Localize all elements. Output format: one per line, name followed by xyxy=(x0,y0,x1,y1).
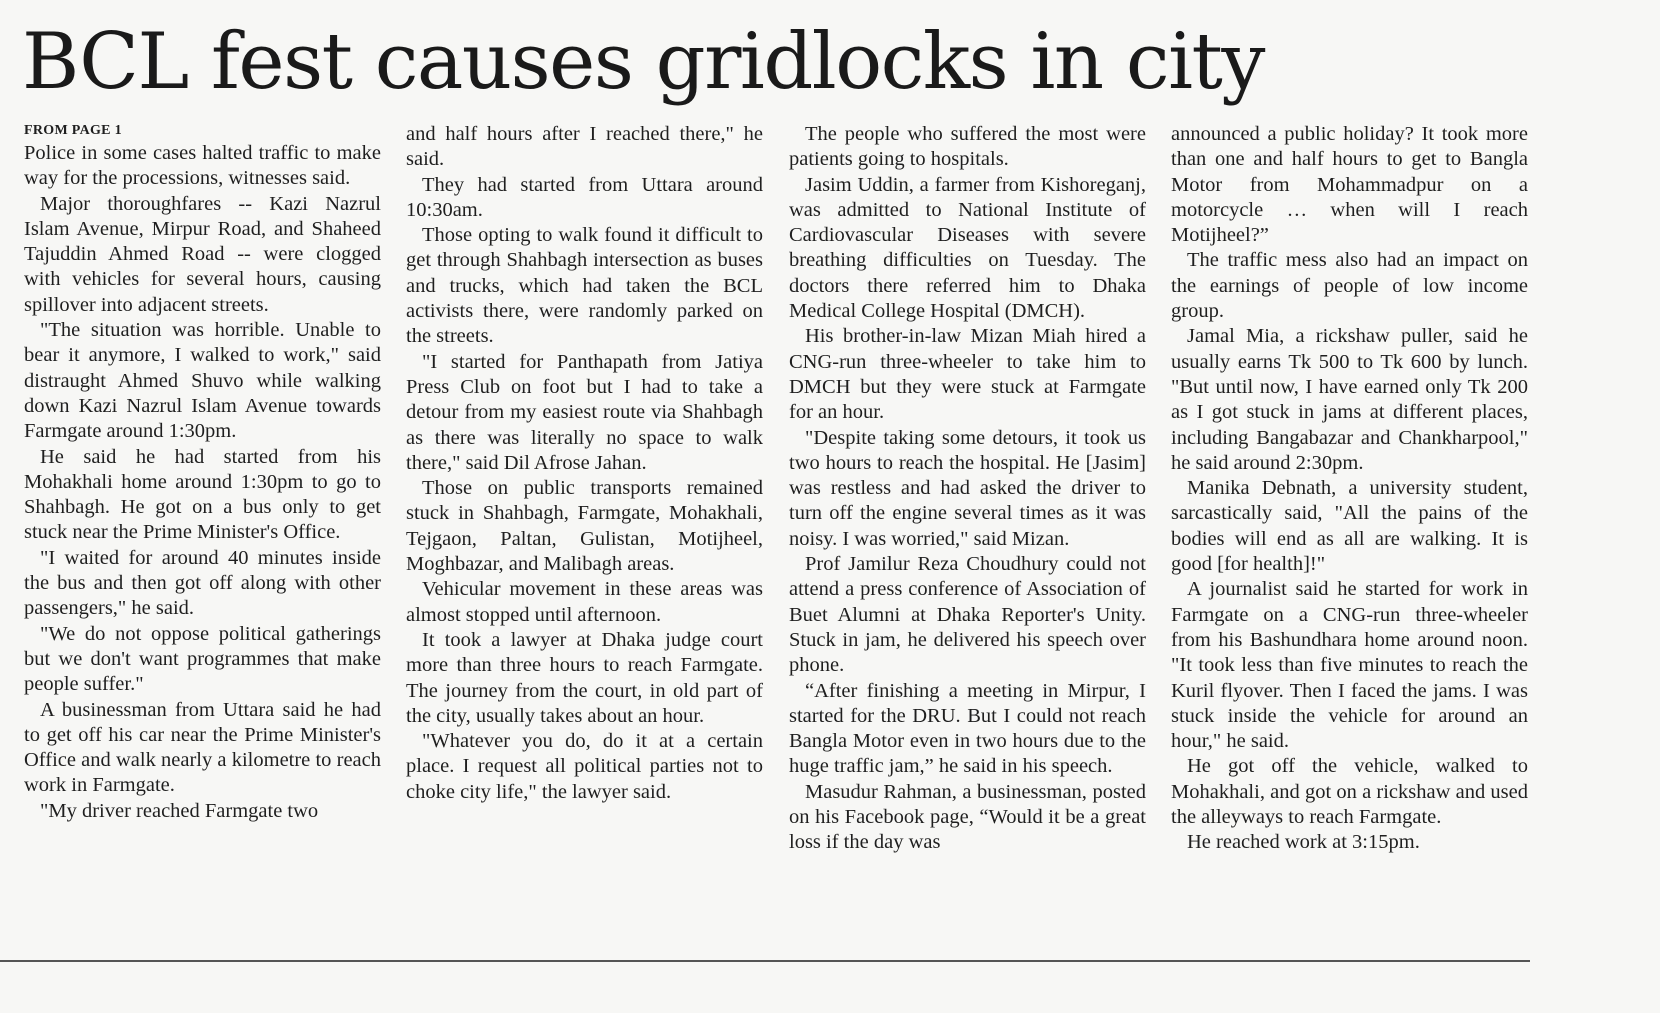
paragraph: Major thoroughfares -- Kazi Nazrul Islam Avenue, Mirpur Road, and Shaheed Tajuddin Ahmed Road -- were clogged with vehicles for several hours, causing spillover into adjacent streets. xyxy=(24,192,381,316)
paragraph: "Whatever you do, do it at a certain place. I request all political parties not to choke city life," the lawyer said. xyxy=(406,730,763,803)
paragraph: Those opting to walk found it difficult to get through Shahbagh intersection as buses and trucks, which had taken the BCL activists there, were randomly parked on the streets. xyxy=(406,224,763,348)
paragraph: Manika Debnath, a university student, sarcastically said, "All the pains of the bodies will end as all are walking. It is good [for health]!" xyxy=(1171,477,1528,576)
paragraph: “After finishing a meeting in Mirpur, I started for the DRU. But I could not reach Bangla Motor even in two hours due to the huge traffic jam,” he said in his speech. xyxy=(789,679,1146,778)
paragraph: The people who suffered the most were patients going to hospitals. xyxy=(789,123,1146,171)
paragraph: A journalist said he started for work in Farmgate on a CNG-run three-wheeler from his Bashundhara home around noon. "It took less than five minutes to reach the Kuril flyover. Then I faced the jams. I was stuck inside the vehicle for around an hour," he said. xyxy=(1171,578,1528,753)
paragraph: Police in some cases halted traffic to make way for the processions, witnesses said. xyxy=(24,142,381,190)
paragraph: "The situation was horrible. Unable to bear it anymore, I walked to work," said distraught Ahmed Shuvo while walking down Kazi Nazrul Islam Avenue towards Farmgate around 1:30pm. xyxy=(24,319,381,443)
paragraph: Prof Jamilur Reza Choudhury could not attend a press conference of Association of Buet Alumni at Dhaka Reporter's Unity. Stuck in jam, he delivered his speech over phone. xyxy=(789,553,1146,677)
article-column-4 xyxy=(1171,122,1528,856)
paragraph: Those on public transports remained stuck in Shahbagh, Farmgate, Mohakhali, Tejgaon, Paltan, Gulistan, Motijheel, Moghbazar, and Malibagh areas. xyxy=(406,477,763,576)
paragraph: Jamal Mia, a rickshaw puller, said he usually earns Tk 500 to Tk 600 by lunch. "But until now, I have earned only Tk 200 as I got stuck in jams at different places, including Bangabazar and Chankharpool," he said around 2:30pm. xyxy=(1171,325,1528,474)
paragraph: A businessman from Uttara said he had to get off his car near the Prime Minister's Office and walk nearly a kilometre to reach work in Farmgate. xyxy=(24,698,381,797)
continuation-kicker: FROM PAGE 1 xyxy=(24,123,122,138)
paragraph: "My driver reached Farmgate two xyxy=(40,799,319,822)
paragraph: He said he had started from his Mohakhali home around 1:30pm to go to Shahbagh. He got on a bus only to get stuck near the Prime Minister's Office. xyxy=(24,445,381,544)
paragraph: The traffic mess also had an impact on the earnings of people of low income group. xyxy=(1171,249,1528,323)
paragraph-continued: announced a public holiday? It took more than one and half hours to get to Bangla Motor from Mohammadpur on a motorcycle … when will I reach Motijheel?” xyxy=(1171,123,1528,247)
paragraph: He got off the vehicle, walked to Mohakhali, and got on a rickshaw and used the alleyways to reach Farmgate. xyxy=(1171,755,1528,829)
paragraph: His brother-in-law Mizan Miah hired a CNG-run three-wheeler to take him to DMCH but they were stuck at Farmgate for an hour. xyxy=(789,325,1146,424)
article-column-1 xyxy=(24,122,381,824)
paragraph: Vehicular movement in these areas was almost stopped until afternoon. xyxy=(406,578,763,626)
paragraph: They had started from Uttara around 10:30am. xyxy=(406,173,763,221)
paragraph: "I waited for around 40 minutes inside the bus and then got off along with other passengers," he said. xyxy=(24,546,381,620)
paragraph-continued: and half hours after I reached there," he said. xyxy=(406,123,763,171)
paragraph: "We do not oppose political gatherings but we don't want programmes that make people suffer." xyxy=(24,622,381,696)
headline: BCL fest causes gridlocks in city xyxy=(22,17,1264,107)
paragraph: Jasim Uddin, a farmer from Kishoreganj, was admitted to National Institute of Cardiovascular Diseases with severe breathing difficulties on Tuesday. The doctors there referred him to Dhaka Medical College Hospital (DMCH). xyxy=(789,173,1146,323)
paragraph: Masudur Rahman, a businessman, posted on his Facebook page, “Would it be a great loss if the day was xyxy=(789,780,1146,854)
bottom-rule xyxy=(0,960,1530,962)
paragraph: "I started for Panthapath from Jatiya Press Club on foot but I had to take a detour from my easiest route via Shahbagh as there was literally no space to walk there," said Dil Afrose Jahan. xyxy=(406,350,763,474)
paragraph: "Despite taking some detours, it took us two hours to reach the hospital. He [Jasim] was restless and had asked the driver to turn off the engine several times as it was noisy. I was worried," said Mizan. xyxy=(789,426,1146,550)
article-column-3 xyxy=(789,122,1146,856)
paragraph: It took a lawyer at Dhaka judge court more than three hours to reach Farmgate. The journey from the court, in old part of the city, usually takes about an hour. xyxy=(406,628,763,727)
article-column-2 xyxy=(406,122,763,805)
paragraph: He reached work at 3:15pm. xyxy=(1187,831,1420,854)
